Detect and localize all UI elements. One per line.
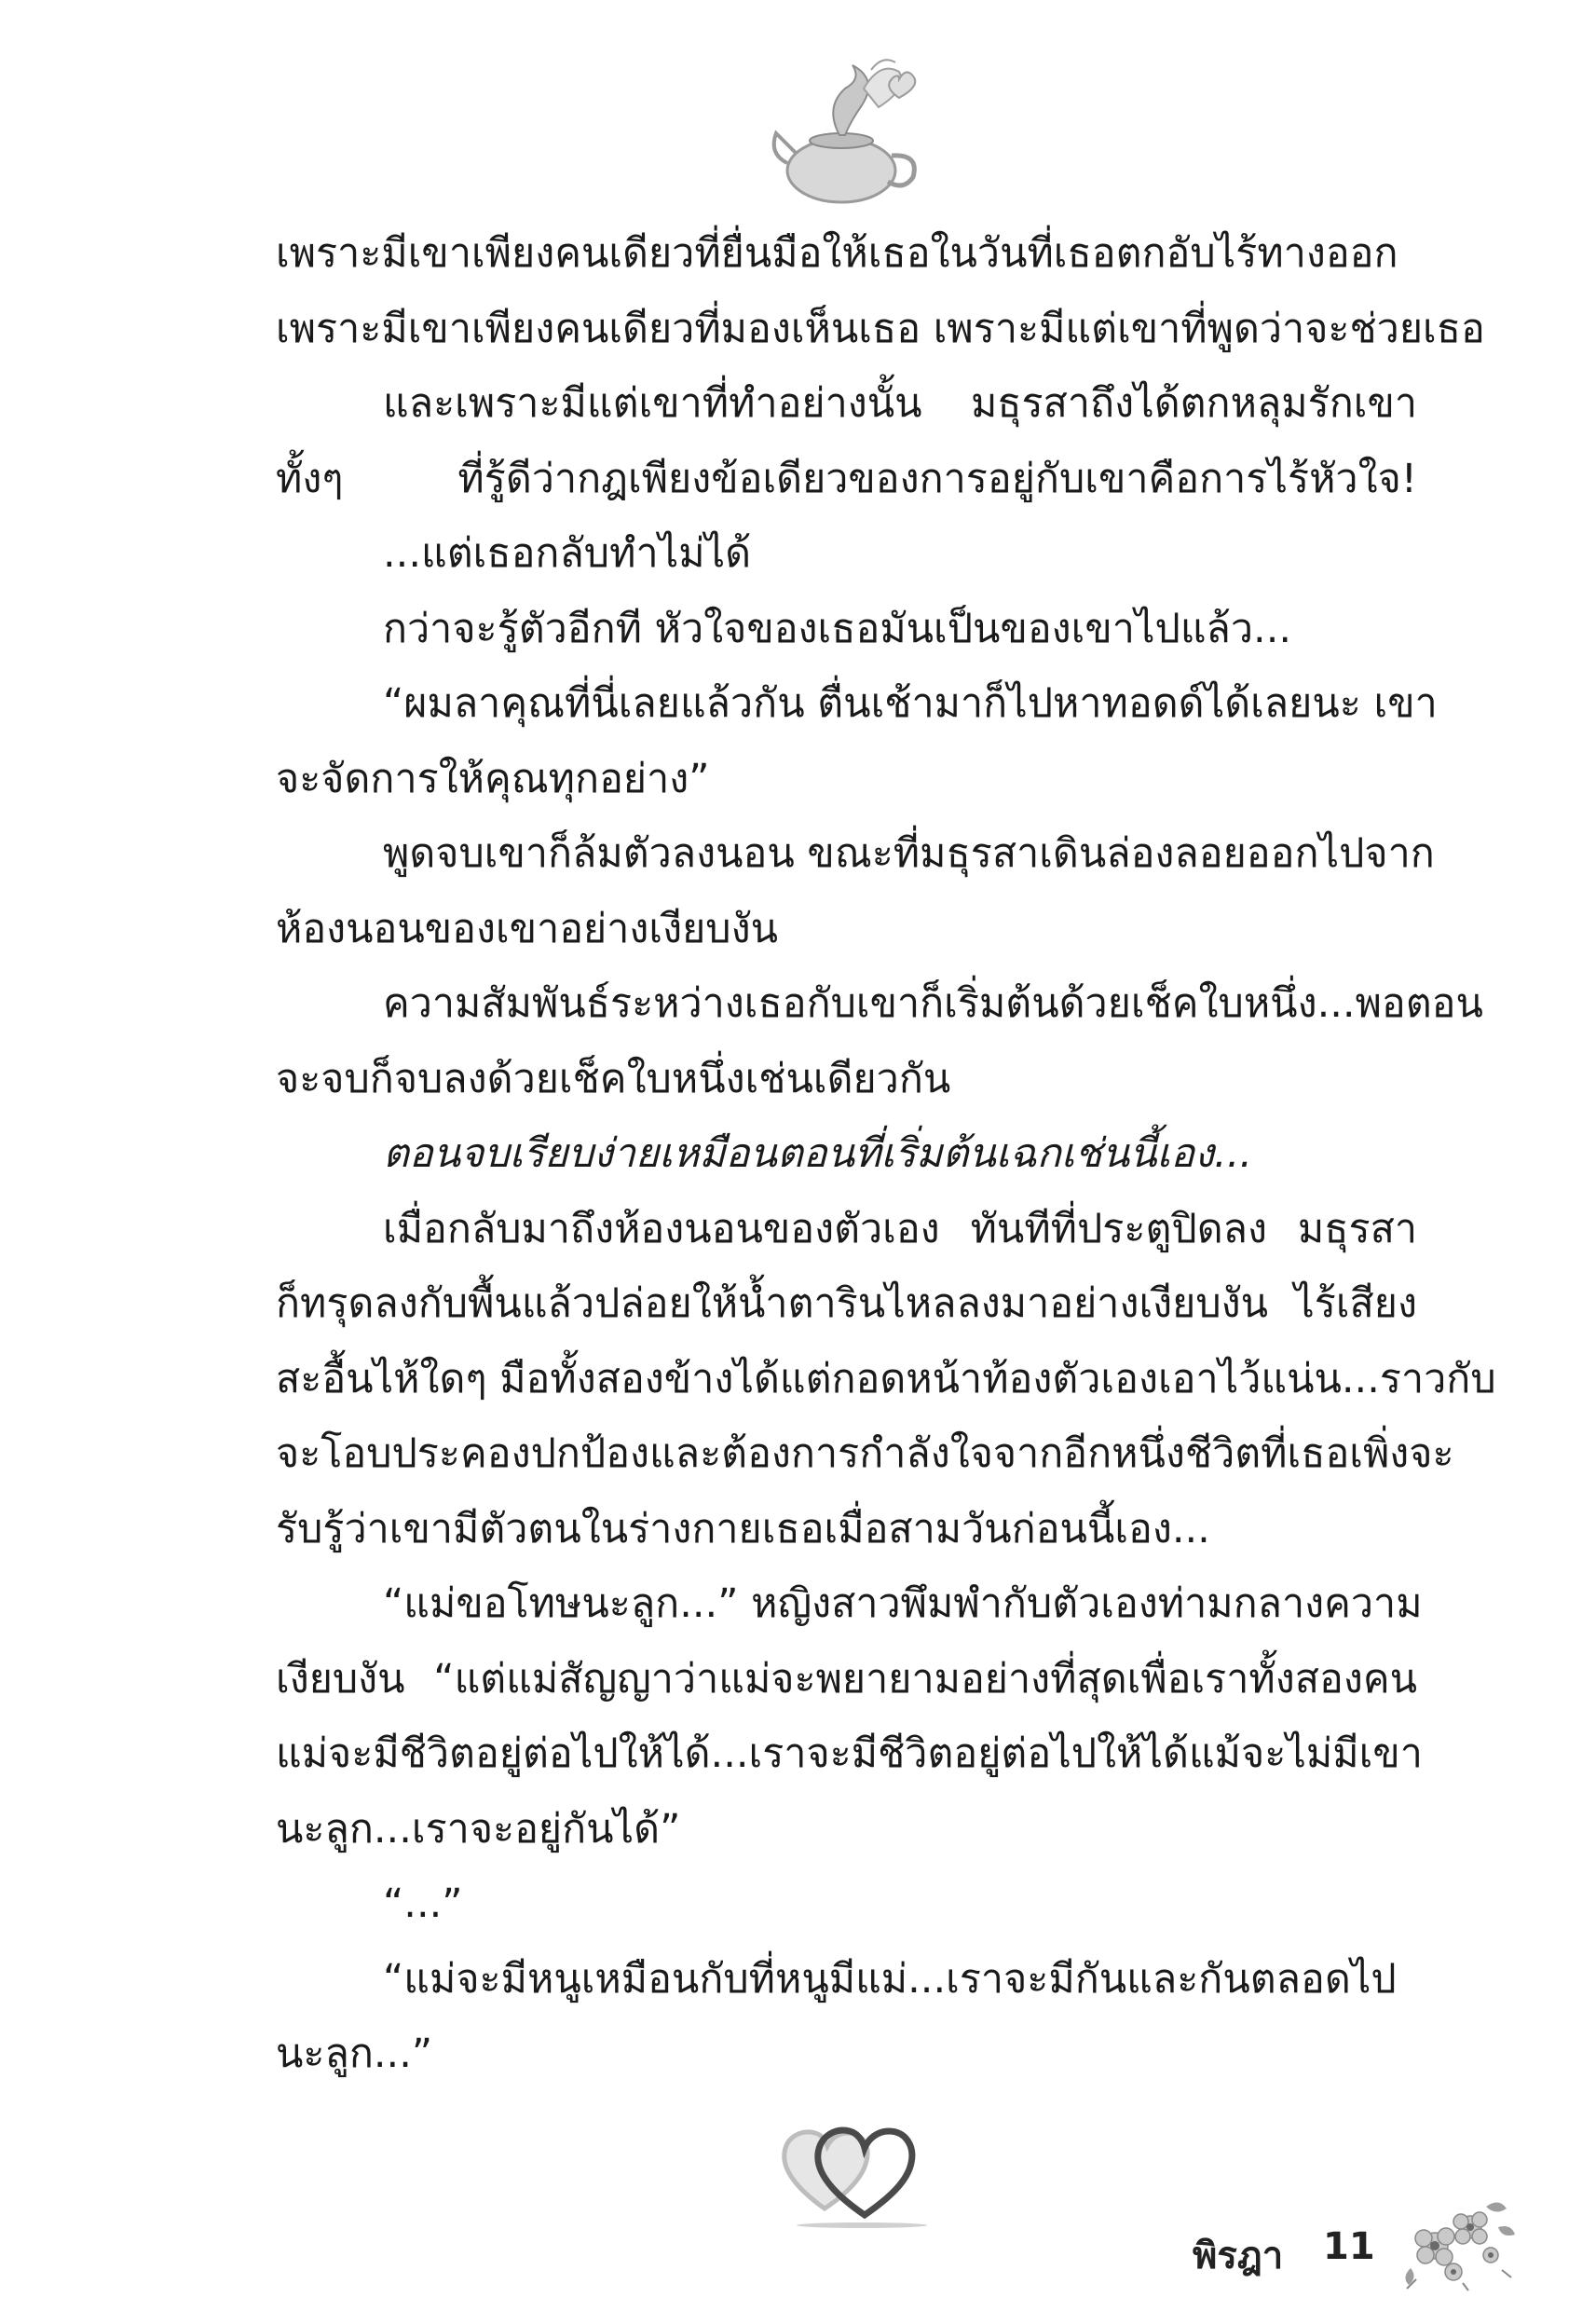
italic-text-line: ตอนจบเรียบง่ายเหมือนตอนที่เริ่มต้นเฉกเช่นนี้เอง... xyxy=(383,1130,1253,1177)
text-line: จะโอบประคองปกป้องและต้องการกำลังใจจากอีกหนึ่งชีวิตที่เธอเพิ่งจะ xyxy=(276,1430,1454,1477)
text-line: จะจัดการให้คุณทุกอย่าง” xyxy=(276,755,710,802)
text-line: เพราะมีเขาเพียงคนเดียวที่มองเห็นเธอ เพราะมีแต่เขาที่พูดว่าจะช่วยเธอ xyxy=(276,305,1485,352)
book-title: พิรฎา xyxy=(1193,2235,1284,2277)
text-line: นะลูก...” xyxy=(276,2031,433,2077)
text-line: ก็ทรุดลงกับพื้นแล้วปล่อยให้น้ำตารินไหลลงมาอย่างเงียบงัน ไร้เสียง xyxy=(276,1280,1417,1327)
text-line: เพราะมีเขาเพียงคนเดียวที่ยื่นมือให้เธอในวันที่เธอตกอับไร้ทางออก xyxy=(276,230,1398,277)
text-line: รับรู้ว่าเขามีตัวตนในร่างกายเธอเมื่อสามวันก่อนนี้เอง... xyxy=(276,1505,1210,1552)
text-line: “แม่ขอโทษนะลูก...” หญิงสาวพึมพำกับตัวเองท่ามกลางความ xyxy=(383,1580,1423,1627)
page-number: 11 xyxy=(1323,2225,1375,2268)
text-line: สะอื้นไห้ใดๆ มือทั้งสองข้างได้แต่กอดหน้าท้องตัวเองเอาไว้แน่น...ราวกับ xyxy=(276,1355,1496,1402)
double-heart-icon xyxy=(773,2101,941,2232)
text-line: ความสัมพันธ์ระหว่างเธอกับเขาก็เริ่มต้นด้วยเช็คใบหนึ่ง...พอตอน xyxy=(383,980,1483,1027)
text-line: พูดจบเขาก็ล้มตัวลงนอน ขณะที่มธุรสาเดินล่องลอยออกไปจาก xyxy=(383,830,1435,877)
text-line: ทั้งๆ ที่รู้ดีว่ากฎเพียงข้อเดียวของการอยู่กับเขาคือการไร้หัวใจ! xyxy=(276,455,1417,502)
story-text xyxy=(276,216,1496,2092)
text-line: “...” xyxy=(383,1880,463,1927)
text-line: “แม่จะมีหนูเหมือนกับที่หนูมีแม่...เราจะมีกันและกันตลอดไป xyxy=(383,1955,1397,2003)
page-footer xyxy=(1193,2225,1379,2281)
teapot-fairy-emblem-icon xyxy=(759,51,927,210)
text-line: กว่าจะรู้ตัวอีกที หัวใจของเธอมันเป็นของเขาไปแล้ว... xyxy=(383,605,1292,652)
text-line: เงียบงัน “แต่แม่สัญญาว่าแม่จะพยายามอย่างที่สุดเพื่อเราทั้งสองคน xyxy=(276,1655,1417,1702)
flower-bouquet-icon xyxy=(1398,2190,1519,2292)
text-line: และเพราะมีแต่เขาที่ทำอย่างนั้น มธุรสาถึงได้ตกหลุมรักเขา xyxy=(383,380,1417,427)
text-line: ห้องนอนของเขาอย่างเงียบงัน xyxy=(276,905,778,952)
text-line: เมื่อกลับมาถึงห้องนอนของตัวเอง ทันทีที่ประตูปิดลง มธุรสา xyxy=(383,1205,1417,1252)
text-line: “ผมลาคุณที่นี่เลยแล้วกัน ตื่นเช้ามาก็ไปหาทอดด์ได้เลยนะ เขา xyxy=(383,680,1438,727)
text-line: แม่จะมีชีวิตอยู่ต่อไปให้ได้...เราจะมีชีวิตอยู่ต่อไปให้ได้แม้จะไม่มีเขา xyxy=(276,1730,1423,1777)
text-line: ...แต่เธอกลับทำไม่ได้ xyxy=(383,530,752,577)
text-line: จะจบก็จบลงด้วยเช็คใบหนึ่งเช่นเดียวกัน xyxy=(276,1055,951,1102)
text-line: นะลูก...เราจะอยู่กันได้” xyxy=(276,1805,681,1853)
